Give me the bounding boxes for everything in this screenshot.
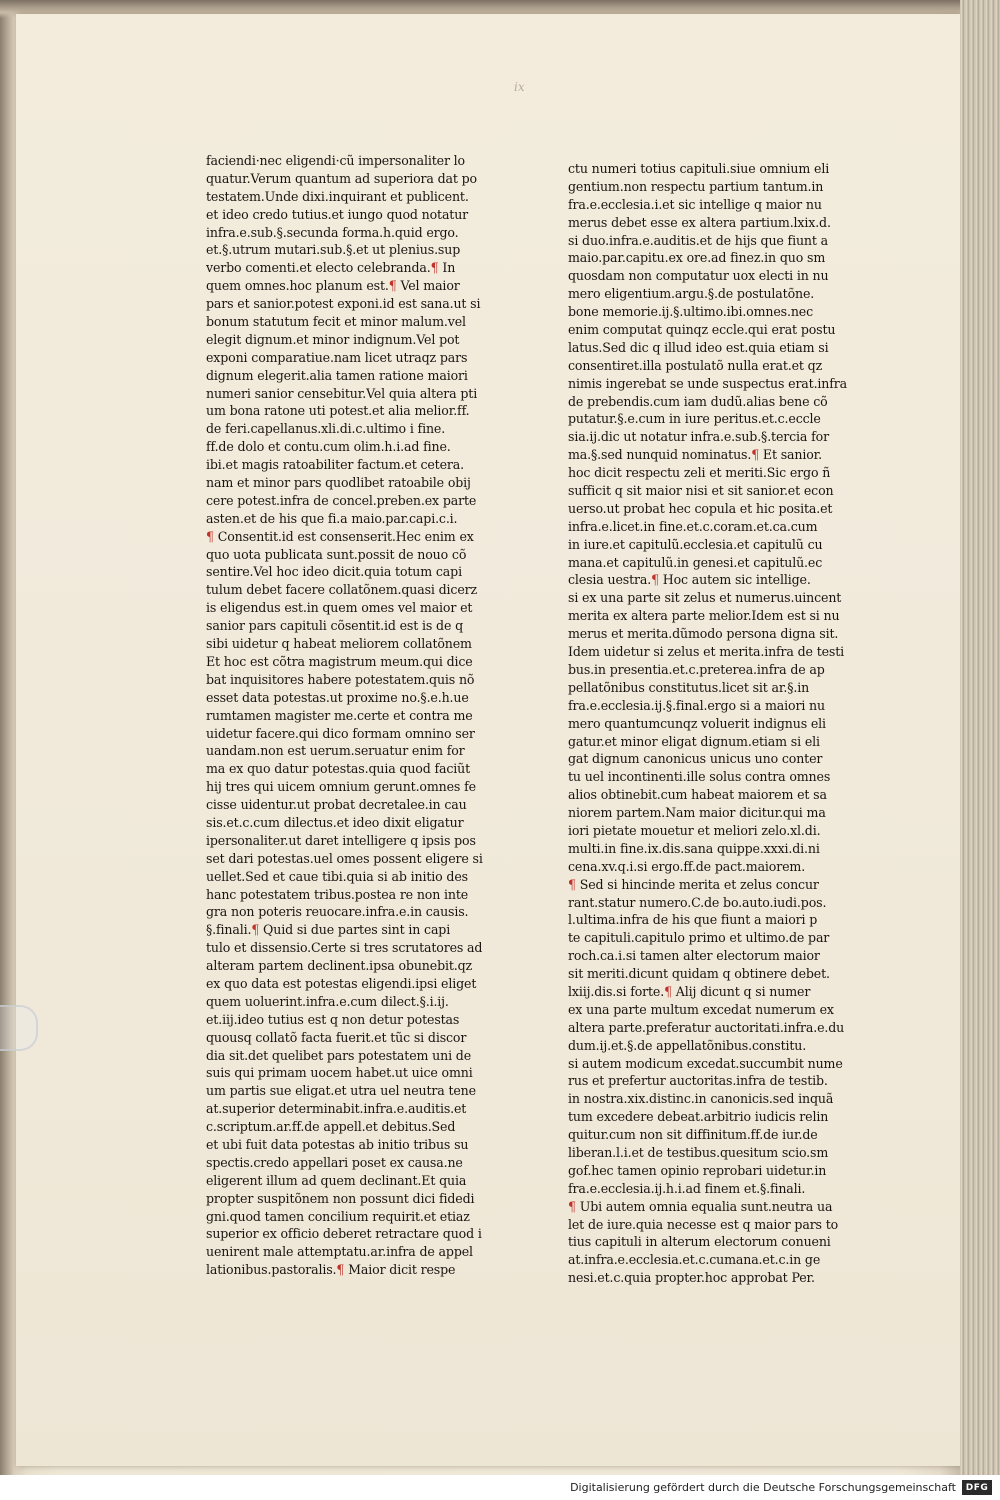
text-line: merus debet esse ex altera partium.lxix.d. <box>568 214 831 230</box>
text-line: alios obtinebit.cum habeat maiorem et sa <box>568 787 827 803</box>
text-line: fra.e.ecclesia.ij.§.final.ergo si a maiori nu <box>568 697 825 713</box>
text-line: de feri.capellanus.xli.di.c.ultimo i fine. <box>206 421 446 437</box>
text-line: gatur.et minor eligat dignum.etiam si eli <box>568 733 820 749</box>
text-line: ¶ Ubi autem omnia equalia sunt.neutra ua <box>568 1198 833 1214</box>
text-line: maio.par.capitu.ex ore.ad finez.in quo sm <box>568 250 826 266</box>
text-line: quosdam non computatur uox electi in nu <box>568 268 829 284</box>
text-line: rus et prefertur auctoritas.infra de testib. <box>568 1073 828 1089</box>
text-line: clesia uestra.¶ Hoc autem sic intellige. <box>568 572 811 588</box>
text-line: lationibus.pastoralis.¶ Maior dicit respe <box>206 1262 456 1278</box>
dfg-logo: DFG <box>962 1480 992 1495</box>
text-line: ¶ Sed si hincinde merita et zelus concur <box>568 876 819 892</box>
text-line: verbo comenti.et electo celebranda.¶ In <box>206 260 456 276</box>
text-line: putatur.§.e.cum in iure peritus.et.c.eccle <box>568 411 821 427</box>
text-line: latus.Sed dic q illud ideo est.quia etiam si <box>568 339 829 355</box>
text-line: quitur.cum non sit diffinitum.ff.de iur.de <box>568 1127 818 1143</box>
text-line: liberan.l.i.et de testibus.quesitum scio.sm <box>568 1144 829 1160</box>
text-line: tulo et dissensio.Certe si tres scrutatores ad <box>206 940 483 956</box>
text-line: cena.xv.q.i.si ergo.ff.de pact.maiorem. <box>568 858 806 874</box>
text-line: is eligendus est.in quem omes vel maior et <box>206 600 473 616</box>
text-line: ¶ Consentit.id est consenserit.Hec enim ex <box>206 528 474 544</box>
text-line: et ubi fuit data potestas ab initio tribus su <box>206 1136 469 1152</box>
text-line: uellet.Sed et caue tibi.quia si ab initio des <box>206 868 468 884</box>
text-line: si autem modicum excedat.succumbit nume <box>568 1055 843 1071</box>
text-line: ex una parte multum excedat numerum ex <box>568 1001 834 1017</box>
text-line: hanc potestatem tribus.postea re non inte <box>206 886 469 902</box>
text-line: suis qui primam uocem habet.ut uice omni <box>206 1065 473 1081</box>
text-line: fra.e.ecclesia.ij.h.i.ad finem et.§.finali. <box>568 1180 806 1196</box>
text-line: pars et sanior.potest exponi.id est sana.ut si <box>206 296 481 312</box>
text-line: in iure.et capitulũ.ecclesia.et capitulũ cu <box>568 536 823 552</box>
text-line: te capituli.capitulo primo et ultimo.de par <box>568 930 830 946</box>
rubric-mark: ¶ <box>664 983 672 999</box>
text-line: dia sit.det quelibet pars potestatem uni de <box>206 1047 472 1063</box>
text-line: sibi uidetur q habeat meliorem collatõnem <box>206 636 472 652</box>
rubric-mark: ¶ <box>568 876 576 892</box>
text-line: §.finali.¶ Quid si due partes sint in capi <box>206 922 451 938</box>
text-line: testatem.Unde dixi.inquirant et publicent. <box>206 188 469 204</box>
text-line: ff.de dolo et contu.cum olim.h.i.ad fine. <box>206 439 451 455</box>
text-line: at.superior determinabit.infra.e.auditis.et <box>206 1101 467 1117</box>
text-line: tum excedere debeat.arbitrio iudicis relin <box>568 1109 829 1125</box>
text-line: sis.et.c.cum dilectus.et ideo dixit eligatur <box>206 814 464 830</box>
text-line: l.ultima.infra de his que fiunt a maiori p <box>568 912 818 928</box>
text-line: niorem partem.Nam maior dicitur.qui ma <box>568 805 826 821</box>
page-stack-edge <box>960 0 1000 1475</box>
left-text-column <box>206 152 498 1279</box>
text-line: de prebendis.cum iam dudũ.alias bene cõ <box>568 393 828 409</box>
text-line: uenirent male attemptatu.ar.infra de appel <box>206 1244 473 1260</box>
text-line: asten.et de his que fi.a maio.par.capi.c.i. <box>206 510 458 526</box>
text-line: nam et minor pars quodlibet ratoabile obij <box>206 475 471 491</box>
text-line: propter suspitõnem non possunt dici fidedi <box>206 1190 475 1206</box>
text-line: bonum statutum fecit et minor malum.vel <box>206 314 466 330</box>
text-line: mana.et capitulũ.in genesi.et capitulũ.ec <box>568 554 823 570</box>
text-line: spectis.credo appellari poset ex causa.ne <box>206 1154 463 1170</box>
text-line: consentiret.illa postulatõ nulla erat.et qz <box>568 357 823 373</box>
text-line: gentium.non respectu partium tantum.in <box>568 178 824 194</box>
text-line: quatur.Verum quantum ad superiora dat po <box>206 170 477 186</box>
rubric-mark: ¶ <box>651 572 659 588</box>
footer-bar <box>0 1475 1000 1500</box>
text-line: eligerent illum ad quem declinant.Et quia <box>206 1172 467 1188</box>
text-line: faciendi·nec eligendi·cũ impersonaliter lo <box>206 153 465 168</box>
text-line: uerso.ut probat hec copula et hic posita.et <box>568 500 833 516</box>
text-line: in nostra.xix.distinc.in canonicis.sed inquã <box>568 1091 834 1107</box>
text-line: tu uel incontinenti.ille solus contra omnes <box>568 769 831 785</box>
text-line: roch.ca.i.si tamen alter electorum maior <box>568 948 820 964</box>
text-line: hij tres qui uicem omnium gerunt.omnes fe <box>206 779 476 795</box>
text-line: sufficit q sit maior nisi et sit sanior.et econ <box>568 483 834 499</box>
text-line: et ideo credo tutius.et iungo quod notatur <box>206 206 469 222</box>
text-line: elegit dignum.et minor indignum.Vel pot <box>206 331 460 347</box>
text-line: bus.in presentia.et.c.preterea.infra de ap <box>568 661 825 677</box>
text-line: dum.ij.et.§.de appellatõnibus.constitu. <box>568 1037 807 1053</box>
text-line: dignum elegerit.alia tamen ratione maiori <box>206 367 468 383</box>
rubric-mark: ¶ <box>251 922 260 938</box>
text-line: iori pietate mouetur et meliori zelo.xl.di. <box>568 822 821 838</box>
text-line: sia.ij.dic ut notatur infra.e.sub.§.tercia for <box>568 429 829 445</box>
text-line: lxiij.dis.si forte.¶ Alij dicunt q si numer <box>568 983 811 999</box>
rubric-mark: ¶ <box>430 260 439 276</box>
text-line: tius capituli in alterum electorum conueni <box>568 1234 831 1250</box>
text-line: ex quo data est potestas eligendi.ipsi eliget <box>206 975 477 991</box>
text-line: exponi comparatiue.nam licet utraqz pars <box>206 349 468 365</box>
text-line: gra non poteris reuocare.infra.e.in causis. <box>206 904 469 920</box>
text-line: um bona ratone uti potest.et alia melior.ff. <box>206 403 470 419</box>
text-line: enim computat quinqz eccle.qui erat postu <box>568 322 836 338</box>
text-line: at.infra.e.ecclesia.et.c.cumana.et.c.in ge <box>568 1252 821 1268</box>
text-line: uidetur facere.qui dico formam omnino ser <box>206 725 475 741</box>
text-line: gof.hec tamen opinio reprobari uidetur.in <box>568 1162 827 1178</box>
text-line: ibi.et magis ratoabiliter factum.et cetera. <box>206 457 464 473</box>
text-line: si duo.infra.e.auditis.et de hijs que fiunt a <box>568 232 828 248</box>
text-line: ma ex quo datur potestas.quia quod faciũt <box>206 761 470 777</box>
text-line: uandam.non est uerum.seruatur enim for <box>206 743 465 759</box>
right-text-column <box>568 160 868 1287</box>
rubric-mark: ¶ <box>388 278 397 294</box>
text-line: rant.statur numero.C.de bo.auto.iudi.pos. <box>568 894 827 910</box>
text-line: set dari potestas.uel omes possent eligere si <box>206 850 483 866</box>
text-line: nimis ingerebat se unde suspectus erat.infra <box>568 375 848 391</box>
page-clip <box>0 1005 38 1051</box>
text-line: let de iure.quia necesse est q maior pars to <box>568 1216 839 1232</box>
text-line: mero quantumcunqz voluerit indignus eli <box>568 715 826 731</box>
text-line: et.iij.ideo tutius est q non detur potestas <box>206 1011 460 1027</box>
text-line: numeri sanior censebitur.Vel quia altera pti <box>206 385 478 401</box>
rubric-mark: ¶ <box>336 1262 345 1278</box>
text-line: nesi.et.c.quia propter.hoc approbat Per. <box>568 1270 815 1286</box>
folio-number: ix <box>514 80 525 94</box>
text-line: Idem uidetur si zelus et merita.infra de testi <box>568 644 845 660</box>
text-line: mero eligentium.argu.§.de postulatõne. <box>568 286 815 302</box>
text-line: Et hoc est cõtra magistrum meum.qui dice <box>206 653 473 669</box>
rubric-mark: ¶ <box>568 1198 576 1214</box>
text-line: sit meriti.dicunt quidam q obtinere debet. <box>568 966 830 982</box>
text-line: quem uoluerint.infra.e.cum dilect.§.i.ij. <box>206 993 449 1009</box>
text-line: multi.in fine.ix.dis.sana quippe.xxxi.di.ni <box>568 840 820 856</box>
text-line: ipersonaliter.ut daret intelligere q ipsis pos <box>206 832 476 848</box>
rubric-mark: ¶ <box>206 528 214 544</box>
text-line: sentire.Vel hoc ideo dicit.quia totum capi <box>206 564 462 580</box>
text-line: bat inquisitores habere potestatem.quis nõ <box>206 671 475 687</box>
text-line: ctu numeri totius capituli.siue omnium eli <box>568 161 830 176</box>
text-line: fra.e.ecclesia.i.et sic intellige q maior nu <box>568 196 822 212</box>
text-line: um partis sue eligat.et utra uel neutra tene <box>206 1083 476 1099</box>
text-line: bone memorie.ij.§.ultimo.ibi.omnes.nec <box>568 304 813 320</box>
text-line: cisse uidentur.ut probat decretalee.in cau <box>206 797 467 813</box>
text-line: superior ex officio deberet retractare quod i <box>206 1226 482 1242</box>
text-line: merita ex altera parte melior.Idem est si nu <box>568 608 840 624</box>
text-line: quem omnes.hoc planum est.¶ Vel maior <box>206 278 460 294</box>
text-line: si ex una parte sit zelus et numerus.uincent <box>568 590 842 606</box>
text-line: cere potest.infra de concel.preben.ex parte <box>206 492 477 508</box>
text-line: alteram partem declinent.ipsa obunebit.qz <box>206 958 473 974</box>
text-line: infra.e.sub.§.secunda forma.h.quid ergo. <box>206 224 459 240</box>
text-line: altera parte.preferatur auctoritati.infra.e.du <box>568 1019 845 1035</box>
text-line: quousq collatõ facta fuerit.et tũc si discor <box>206 1029 467 1045</box>
text-line: esset data potestas.ut proxime no.§.e.h.ue <box>206 689 469 705</box>
text-line: c.scriptum.ar.ff.de appell.et debitus.Sed <box>206 1119 456 1135</box>
text-line: gni.quod tamen concilium requirit.et etiaz <box>206 1208 470 1224</box>
text-line: pellatõnibus constitutus.licet sit ar.§.in <box>568 679 810 695</box>
text-line: quo uota publicata sunt.possit de nouo cõ <box>206 546 467 562</box>
text-line: infra.e.licet.in fine.et.c.coram.et.ca.cum <box>568 518 818 534</box>
text-line: merus et merita.dũmodo persona digna sit. <box>568 626 839 642</box>
text-line: tulum debet facere collatõnem.quasi dicerz <box>206 582 477 598</box>
text-line: et.§.utrum mutari.sub.§.et ut plenius.sup <box>206 242 461 258</box>
footer-credit: Digitalisierung gefördert durch die Deutsche Forschungsgemeinschaft <box>570 1481 956 1494</box>
rubric-mark: ¶ <box>751 447 760 463</box>
text-line: ma.§.sed nunquid nominatus.¶ Et sanior. <box>568 447 823 463</box>
text-line: rumtamen magister me.certe et contra me <box>206 707 473 723</box>
text-line: hoc dicit respectu zeli et meriti.Sic ergo ñ <box>568 465 831 481</box>
text-line: sanior pars capituli cõsentit.id est is de q <box>206 618 464 634</box>
text-line: gat dignum canonicus unicus uno conter <box>568 751 823 767</box>
